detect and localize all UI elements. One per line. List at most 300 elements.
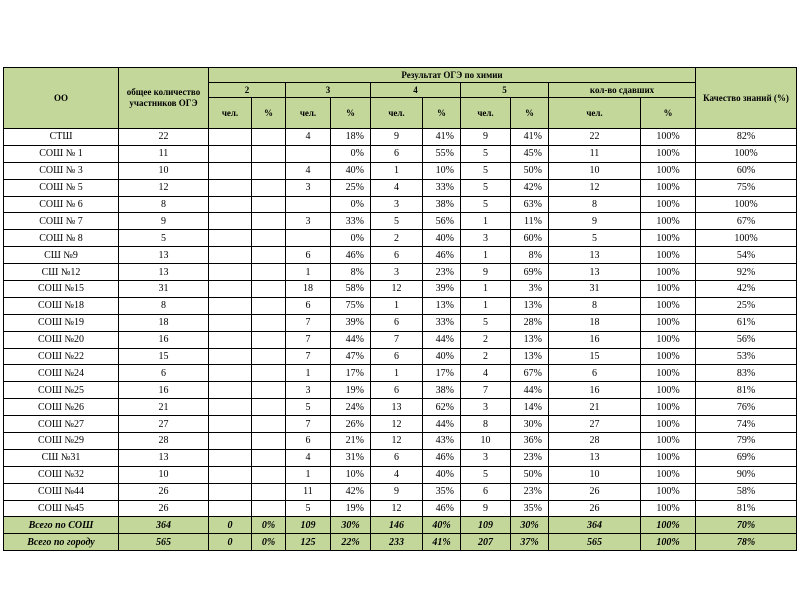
cell-grade2-count <box>209 129 252 146</box>
cell-grade5-count: 3 <box>461 399 511 416</box>
cell-total: 12 <box>119 179 209 196</box>
cell-grade3-count <box>286 230 331 247</box>
cell-grade4-count: 233 <box>371 534 423 551</box>
cell-passed-count: 16 <box>549 331 641 348</box>
cell-grade3-count: 1 <box>286 466 331 483</box>
cell-passed-percent: 100% <box>641 179 696 196</box>
table-body <box>4 129 797 551</box>
cell-passed-count: 5 <box>549 230 641 247</box>
cell-grade5-count: 9 <box>461 129 511 146</box>
subheader-people: чел. <box>549 98 641 129</box>
cell-grade5-count: 10 <box>461 433 511 450</box>
cell-grade4-percent: 44% <box>423 416 461 433</box>
table-row <box>4 314 797 331</box>
table-row <box>4 449 797 466</box>
col-header-oo: ОО <box>4 68 119 129</box>
cell-grade5-percent: 41% <box>511 129 549 146</box>
cell-grade2-count <box>209 500 252 517</box>
cell-passed-percent: 100% <box>641 483 696 500</box>
subheader-people: чел. <box>209 98 252 129</box>
cell-grade4-percent: 41% <box>423 129 461 146</box>
cell-passed-count: 26 <box>549 483 641 500</box>
cell-passed-count: 12 <box>549 179 641 196</box>
cell-grade4-count: 6 <box>371 348 423 365</box>
cell-grade2-percent <box>252 230 286 247</box>
cell-grade2-percent: 0% <box>252 517 286 534</box>
cell-grade3-percent: 19% <box>331 382 371 399</box>
cell-grade2-percent <box>252 331 286 348</box>
cell-passed-count: 10 <box>549 466 641 483</box>
cell-grade3-percent: 39% <box>331 314 371 331</box>
cell-grade3-percent: 0% <box>331 230 371 247</box>
cell-total: 10 <box>119 162 209 179</box>
cell-oo: СОШ №25 <box>4 382 119 399</box>
cell-quality: 56% <box>696 331 797 348</box>
cell-grade3-count: 1 <box>286 264 331 281</box>
cell-grade2-count <box>209 162 252 179</box>
cell-grade3-count: 4 <box>286 449 331 466</box>
cell-passed-percent: 100% <box>641 196 696 213</box>
cell-grade5-percent: 42% <box>511 179 549 196</box>
cell-oo: СШ №9 <box>4 247 119 264</box>
col-header-grade-5: 5 <box>461 83 549 98</box>
cell-oo: СОШ №20 <box>4 331 119 348</box>
cell-total: 13 <box>119 264 209 281</box>
cell-passed-percent: 100% <box>641 348 696 365</box>
cell-total: 6 <box>119 365 209 382</box>
cell-quality: 61% <box>696 314 797 331</box>
table-row <box>4 162 797 179</box>
cell-grade2-percent <box>252 281 286 298</box>
cell-grade4-percent: 23% <box>423 264 461 281</box>
col-header-total-participants: общее количество участников ОГЭ <box>119 68 209 129</box>
cell-passed-percent: 100% <box>641 382 696 399</box>
cell-grade3-count: 125 <box>286 534 331 551</box>
cell-grade5-count: 5 <box>461 179 511 196</box>
cell-grade5-percent: 8% <box>511 247 549 264</box>
cell-passed-count: 364 <box>549 517 641 534</box>
cell-grade3-count: 7 <box>286 348 331 365</box>
cell-grade2-percent <box>252 365 286 382</box>
cell-grade4-percent: 33% <box>423 314 461 331</box>
cell-grade4-percent: 41% <box>423 534 461 551</box>
cell-grade2-percent <box>252 399 286 416</box>
cell-grade5-percent: 30% <box>511 416 549 433</box>
cell-total: 27 <box>119 416 209 433</box>
col-header-grade-2: 2 <box>209 83 286 98</box>
col-header-quality: Качество знаний (%) <box>696 68 797 129</box>
cell-passed-count: 11 <box>549 145 641 162</box>
cell-quality: 100% <box>696 145 797 162</box>
cell-oo: СОШ №44 <box>4 483 119 500</box>
cell-grade2-count <box>209 213 252 230</box>
cell-grade4-count: 6 <box>371 382 423 399</box>
cell-grade2-count <box>209 483 252 500</box>
cell-total: 16 <box>119 331 209 348</box>
cell-grade2-count <box>209 466 252 483</box>
cell-grade3-count: 7 <box>286 314 331 331</box>
cell-quality: 81% <box>696 382 797 399</box>
cell-grade3-count: 3 <box>286 179 331 196</box>
cell-total: 15 <box>119 348 209 365</box>
cell-grade2-percent <box>252 129 286 146</box>
cell-grade5-percent: 69% <box>511 264 549 281</box>
cell-passed-count: 13 <box>549 247 641 264</box>
cell-grade5-percent: 30% <box>511 517 549 534</box>
cell-total: 26 <box>119 500 209 517</box>
table-row <box>4 466 797 483</box>
cell-grade2-percent <box>252 247 286 264</box>
cell-quality: 83% <box>696 365 797 382</box>
cell-grade5-percent: 36% <box>511 433 549 450</box>
cell-grade4-percent: 43% <box>423 433 461 450</box>
cell-grade2-percent <box>252 466 286 483</box>
cell-total: 28 <box>119 433 209 450</box>
cell-grade4-percent: 40% <box>423 348 461 365</box>
table-row <box>4 416 797 433</box>
cell-grade2-count <box>209 449 252 466</box>
cell-grade2-count <box>209 297 252 314</box>
col-header-grade-3: 3 <box>286 83 371 98</box>
cell-passed-count: 8 <box>549 196 641 213</box>
cell-grade5-percent: 23% <box>511 483 549 500</box>
cell-grade3-percent: 44% <box>331 331 371 348</box>
cell-total: 21 <box>119 399 209 416</box>
cell-grade3-percent: 40% <box>331 162 371 179</box>
table-row <box>4 264 797 281</box>
cell-grade4-count: 12 <box>371 433 423 450</box>
cell-grade4-count: 6 <box>371 314 423 331</box>
cell-grade4-percent: 40% <box>423 230 461 247</box>
cell-grade2-count <box>209 382 252 399</box>
cell-grade3-count <box>286 196 331 213</box>
cell-grade4-count: 6 <box>371 145 423 162</box>
cell-grade3-percent: 31% <box>331 449 371 466</box>
cell-oo: СОШ №29 <box>4 433 119 450</box>
cell-grade3-percent: 0% <box>331 196 371 213</box>
table-row <box>4 213 797 230</box>
cell-grade4-count: 1 <box>371 365 423 382</box>
cell-grade4-count: 13 <box>371 399 423 416</box>
cell-grade5-count: 5 <box>461 314 511 331</box>
cell-oo: СОШ №19 <box>4 314 119 331</box>
cell-grade2-percent <box>252 162 286 179</box>
cell-grade5-percent: 50% <box>511 466 549 483</box>
cell-grade3-percent: 46% <box>331 247 371 264</box>
oge-chemistry-results-table <box>3 67 797 551</box>
cell-grade5-count: 5 <box>461 466 511 483</box>
cell-grade3-percent: 21% <box>331 433 371 450</box>
cell-grade3-percent: 42% <box>331 483 371 500</box>
cell-grade5-count: 207 <box>461 534 511 551</box>
cell-grade5-count: 8 <box>461 416 511 433</box>
cell-oo: СОШ №15 <box>4 281 119 298</box>
cell-quality: 92% <box>696 264 797 281</box>
cell-quality: 69% <box>696 449 797 466</box>
cell-grade2-count <box>209 331 252 348</box>
cell-oo: СОШ № 8 <box>4 230 119 247</box>
cell-passed-percent: 100% <box>641 500 696 517</box>
cell-quality: 100% <box>696 196 797 213</box>
cell-grade4-count: 1 <box>371 162 423 179</box>
table-row <box>4 500 797 517</box>
cell-quality: 67% <box>696 213 797 230</box>
cell-passed-count: 27 <box>549 416 641 433</box>
table-row <box>4 145 797 162</box>
table-row <box>4 433 797 450</box>
cell-grade4-percent: 17% <box>423 365 461 382</box>
cell-quality: 79% <box>696 433 797 450</box>
cell-grade5-percent: 13% <box>511 348 549 365</box>
cell-grade4-percent: 46% <box>423 247 461 264</box>
cell-quality: 53% <box>696 348 797 365</box>
cell-grade2-percent <box>252 483 286 500</box>
cell-grade5-percent: 28% <box>511 314 549 331</box>
cell-passed-count: 15 <box>549 348 641 365</box>
cell-total: 8 <box>119 297 209 314</box>
cell-oo: СОШ № 6 <box>4 196 119 213</box>
cell-passed-count: 21 <box>549 399 641 416</box>
cell-passed-percent: 100% <box>641 230 696 247</box>
subheader-people: чел. <box>461 98 511 129</box>
table-row <box>4 331 797 348</box>
cell-grade4-percent: 10% <box>423 162 461 179</box>
cell-grade3-percent: 17% <box>331 365 371 382</box>
cell-total: 26 <box>119 483 209 500</box>
cell-grade3-percent: 0% <box>331 145 371 162</box>
cell-passed-percent: 100% <box>641 162 696 179</box>
cell-total: 18 <box>119 314 209 331</box>
cell-total: 8 <box>119 196 209 213</box>
cell-passed-percent: 100% <box>641 145 696 162</box>
cell-quality: 58% <box>696 483 797 500</box>
cell-grade3-count: 5 <box>286 399 331 416</box>
cell-grade3-count: 7 <box>286 416 331 433</box>
cell-grade3-percent: 10% <box>331 466 371 483</box>
cell-grade4-percent: 46% <box>423 500 461 517</box>
cell-quality: 42% <box>696 281 797 298</box>
cell-grade2-percent <box>252 297 286 314</box>
cell-grade2-percent <box>252 433 286 450</box>
cell-grade4-count: 1 <box>371 297 423 314</box>
table-row <box>4 247 797 264</box>
table-row <box>4 281 797 298</box>
cell-passed-percent: 100% <box>641 466 696 483</box>
cell-total: 11 <box>119 145 209 162</box>
cell-grade5-count: 9 <box>461 264 511 281</box>
cell-grade5-count: 9 <box>461 500 511 517</box>
cell-passed-count: 13 <box>549 264 641 281</box>
cell-grade4-count: 12 <box>371 281 423 298</box>
cell-passed-percent: 100% <box>641 365 696 382</box>
cell-grade4-percent: 13% <box>423 297 461 314</box>
cell-grade3-percent: 30% <box>331 517 371 534</box>
cell-grade3-percent: 58% <box>331 281 371 298</box>
cell-grade2-percent <box>252 179 286 196</box>
cell-passed-count: 16 <box>549 382 641 399</box>
table-row <box>4 196 797 213</box>
table-row <box>4 297 797 314</box>
cell-grade5-percent: 37% <box>511 534 549 551</box>
cell-passed-count: 565 <box>549 534 641 551</box>
cell-grade5-percent: 50% <box>511 162 549 179</box>
cell-passed-percent: 100% <box>641 449 696 466</box>
cell-grade5-percent: 67% <box>511 365 549 382</box>
cell-total: 565 <box>119 534 209 551</box>
subheader-percent: % <box>423 98 461 129</box>
cell-grade4-count: 6 <box>371 449 423 466</box>
cell-grade5-count: 1 <box>461 213 511 230</box>
table-row <box>4 129 797 146</box>
cell-grade5-percent: 13% <box>511 331 549 348</box>
cell-oo: СОШ № 1 <box>4 145 119 162</box>
cell-grade5-percent: 11% <box>511 213 549 230</box>
cell-passed-count: 13 <box>549 449 641 466</box>
cell-grade4-percent: 35% <box>423 483 461 500</box>
cell-grade4-percent: 56% <box>423 213 461 230</box>
cell-passed-count: 26 <box>549 500 641 517</box>
cell-grade4-count: 4 <box>371 179 423 196</box>
cell-passed-count: 8 <box>549 297 641 314</box>
cell-oo: Всего по городу <box>4 534 119 551</box>
cell-passed-count: 31 <box>549 281 641 298</box>
cell-grade3-percent: 33% <box>331 213 371 230</box>
cell-grade5-count: 2 <box>461 331 511 348</box>
cell-grade5-count: 5 <box>461 145 511 162</box>
subheader-people: чел. <box>286 98 331 129</box>
cell-grade4-percent: 55% <box>423 145 461 162</box>
cell-grade5-count: 3 <box>461 449 511 466</box>
cell-total: 31 <box>119 281 209 298</box>
cell-grade3-count: 11 <box>286 483 331 500</box>
cell-passed-count: 28 <box>549 433 641 450</box>
cell-passed-count: 9 <box>549 213 641 230</box>
cell-oo: СОШ №27 <box>4 416 119 433</box>
cell-grade4-count: 12 <box>371 416 423 433</box>
cell-grade3-count: 3 <box>286 213 331 230</box>
cell-total: 5 <box>119 230 209 247</box>
cell-grade4-count: 5 <box>371 213 423 230</box>
cell-grade3-count: 5 <box>286 500 331 517</box>
cell-grade2-percent <box>252 213 286 230</box>
cell-passed-percent: 100% <box>641 281 696 298</box>
cell-grade4-count: 9 <box>371 129 423 146</box>
cell-grade5-count: 109 <box>461 517 511 534</box>
cell-grade2-percent <box>252 145 286 162</box>
cell-quality: 76% <box>696 399 797 416</box>
cell-grade4-percent: 40% <box>423 466 461 483</box>
cell-quality: 25% <box>696 297 797 314</box>
cell-grade2-count: 0 <box>209 534 252 551</box>
col-header-passed: кол-во сдавших <box>549 83 696 98</box>
cell-quality: 70% <box>696 517 797 534</box>
cell-grade4-count: 12 <box>371 500 423 517</box>
cell-total: 16 <box>119 382 209 399</box>
cell-quality: 100% <box>696 230 797 247</box>
cell-grade4-count: 146 <box>371 517 423 534</box>
table-row <box>4 483 797 500</box>
cell-oo: СОШ №32 <box>4 466 119 483</box>
table-row <box>4 348 797 365</box>
cell-passed-count: 10 <box>549 162 641 179</box>
subheader-percent: % <box>331 98 371 129</box>
table-row <box>4 230 797 247</box>
cell-grade2-count <box>209 145 252 162</box>
cell-passed-percent: 100% <box>641 247 696 264</box>
cell-grade5-count: 2 <box>461 348 511 365</box>
cell-grade5-count: 6 <box>461 483 511 500</box>
cell-oo: СОШ № 3 <box>4 162 119 179</box>
cell-quality: 74% <box>696 416 797 433</box>
cell-grade2-percent <box>252 264 286 281</box>
cell-grade3-count: 1 <box>286 365 331 382</box>
cell-grade5-percent: 14% <box>511 399 549 416</box>
cell-grade4-percent: 44% <box>423 331 461 348</box>
cell-grade2-percent <box>252 348 286 365</box>
cell-grade4-percent: 39% <box>423 281 461 298</box>
cell-quality: 54% <box>696 247 797 264</box>
cell-grade3-percent: 22% <box>331 534 371 551</box>
cell-grade2-percent <box>252 196 286 213</box>
table-row <box>4 365 797 382</box>
cell-oo: СОШ № 7 <box>4 213 119 230</box>
cell-grade2-percent <box>252 382 286 399</box>
cell-grade3-percent: 47% <box>331 348 371 365</box>
cell-grade4-count: 6 <box>371 247 423 264</box>
cell-grade3-count: 3 <box>286 382 331 399</box>
cell-grade5-percent: 23% <box>511 449 549 466</box>
table-row <box>4 179 797 196</box>
cell-grade5-count: 1 <box>461 297 511 314</box>
cell-grade5-percent: 35% <box>511 500 549 517</box>
total-row <box>4 534 797 551</box>
cell-passed-percent: 100% <box>641 399 696 416</box>
cell-grade5-count: 7 <box>461 382 511 399</box>
cell-grade4-percent: 46% <box>423 449 461 466</box>
cell-grade4-count: 9 <box>371 483 423 500</box>
cell-grade2-count <box>209 399 252 416</box>
cell-grade5-percent: 44% <box>511 382 549 399</box>
col-header-result-title: Результат ОГЭ по химии <box>209 68 696 83</box>
cell-grade2-percent <box>252 500 286 517</box>
cell-grade2-count <box>209 196 252 213</box>
cell-grade2-count <box>209 416 252 433</box>
cell-quality: 90% <box>696 466 797 483</box>
subheader-percent: % <box>252 98 286 129</box>
cell-grade3-count: 6 <box>286 247 331 264</box>
cell-oo: СОШ №26 <box>4 399 119 416</box>
cell-oo: СОШ №18 <box>4 297 119 314</box>
cell-grade2-count <box>209 179 252 196</box>
cell-oo: СОШ №24 <box>4 365 119 382</box>
cell-passed-percent: 100% <box>641 534 696 551</box>
cell-total: 22 <box>119 129 209 146</box>
cell-passed-count: 22 <box>549 129 641 146</box>
cell-grade3-percent: 19% <box>331 500 371 517</box>
cell-total: 364 <box>119 517 209 534</box>
cell-quality: 78% <box>696 534 797 551</box>
cell-passed-percent: 100% <box>641 129 696 146</box>
cell-total: 13 <box>119 449 209 466</box>
cell-passed-percent: 100% <box>641 433 696 450</box>
cell-grade4-count: 2 <box>371 230 423 247</box>
cell-grade4-count: 3 <box>371 264 423 281</box>
cell-passed-percent: 100% <box>641 416 696 433</box>
total-row <box>4 517 797 534</box>
cell-grade5-count: 4 <box>461 365 511 382</box>
cell-grade2-count <box>209 348 252 365</box>
cell-grade4-count: 7 <box>371 331 423 348</box>
